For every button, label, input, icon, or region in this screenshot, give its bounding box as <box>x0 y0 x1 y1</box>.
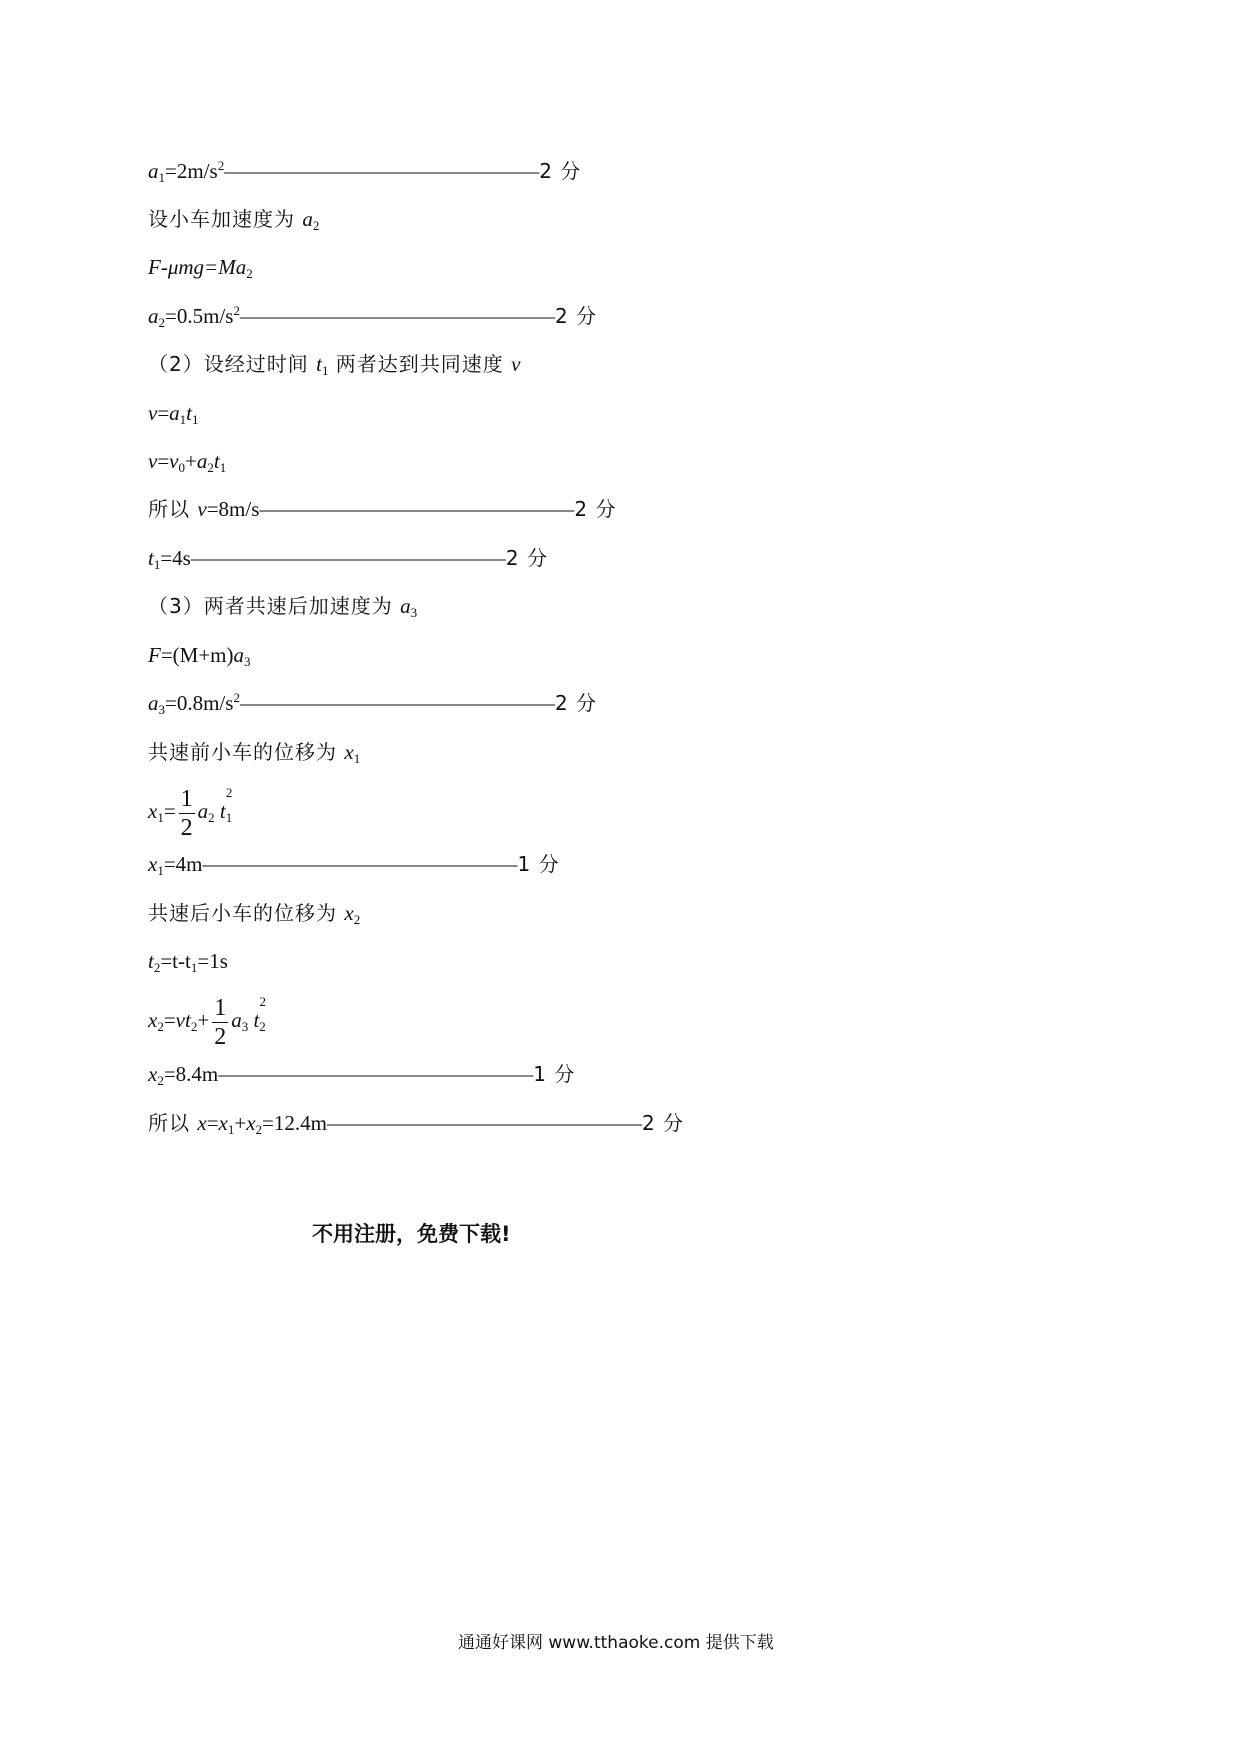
line-t1-value: $t_1=4s———————————————2$ 分 <box>148 546 548 572</box>
fraction-half: $\frac{1}{2}$ <box>214 994 227 1050</box>
line-v-v0: $v=v_0+a_2t_1$ <box>148 449 227 475</box>
line-v-a1t1: $v=a_1t_1$ <box>148 401 199 427</box>
line-t2: $t_2=t-t_1=1s$ <box>148 949 228 975</box>
line-a2-value: $a_2=0.5m/s^2———————————————2$ 分 <box>148 303 598 330</box>
line-equation-a2: $F-\mu mg=Ma_2$ <box>148 255 253 281</box>
line-x2-value: $x_2=8.4m———————————————1$ 分 <box>148 1062 576 1088</box>
line-equation-a3: $F=(M+m)a_3$ <box>148 643 251 669</box>
line-a3-value: $a_3=0.8m/s^2———————————————2$ 分 <box>148 690 598 717</box>
line-x2-heading: 共速后小车的位移为 $x_2$ <box>148 901 361 927</box>
line-v-value: 所以 v=8m/s———————————————2 分 <box>148 497 617 521</box>
line-set-a2: 设小车加速度为 $a_2$ <box>148 207 320 233</box>
line-part3-heading: （3）两者共速后加速度为 $a_3$ <box>148 594 418 620</box>
line-x1-formula: $x_1=$ $\frac{1}{2}$ $a_2$ t 2 $_1$ <box>148 785 233 841</box>
line-x-total: 所以 $x=x_1+x_2=12.4m———————————————2$ 分 <box>148 1111 685 1137</box>
line-part2-heading: （2）设经过时间 $t_1$ 两者达到共同速度 v <box>148 352 521 378</box>
page-footer: 通通好课网 www.tthaoke.com 提供下载 <box>458 1633 774 1653</box>
line-a1: $a_1=2m/s^2———————————————2$ 分 <box>148 158 582 185</box>
line-x1-heading: 共速前小车的位移为 $x_1$ <box>148 740 361 766</box>
line-x1-value: $x_1=4m———————————————1$ 分 <box>148 852 560 878</box>
free-download-notice: 不用注册，免费下载! <box>312 1222 511 1246</box>
line-x2-formula: $x_2=vt_2+$ $\frac{1}{2}$ $a_3$ t 2 $_2$ <box>148 994 266 1050</box>
fraction-half: $\frac{1}{2}$ <box>180 785 193 841</box>
